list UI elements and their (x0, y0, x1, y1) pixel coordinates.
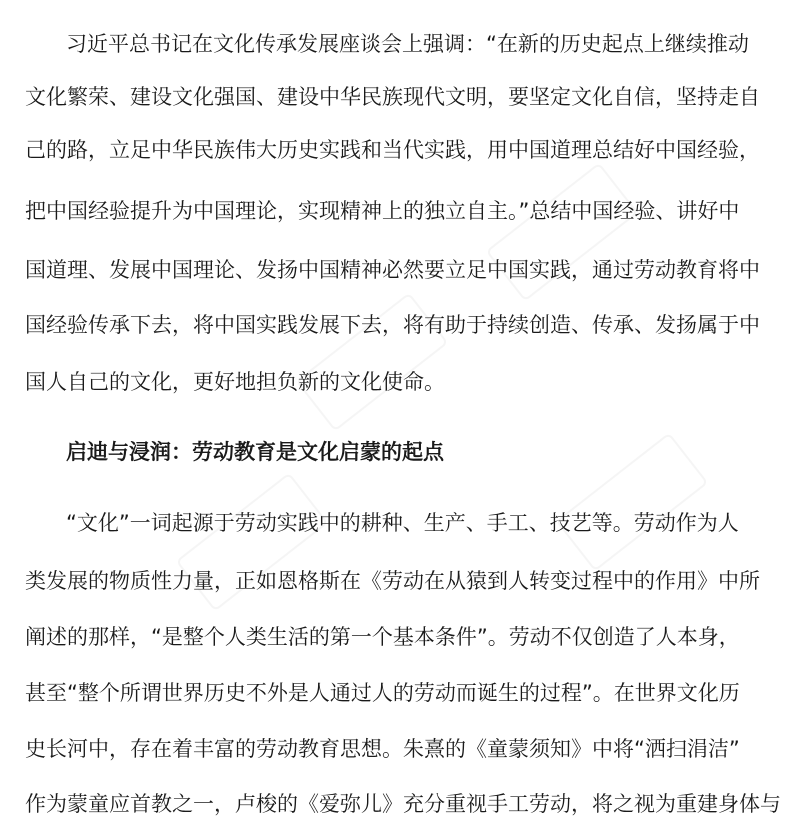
paragraph-2-line-5: 史长河中，存在着丰富的劳动教育思想。朱熹的《童蒙须知》中将“洒扫涓洁” (25, 737, 740, 761)
paragraph-1-line-7: 国人自己的文化，更好地担负新的文化使命。 (25, 370, 445, 394)
paragraph-1-line-3: 己的路，立足中华民族伟大历史实践和当代实践，用中国道理总结好中国经验， (25, 138, 760, 162)
paragraph-2-line-3: 阐述的那样，“是整个人类生活的第一个基本条件”。劳动不仅创造了人本身， (25, 625, 740, 649)
paragraph-2-line-4: 甚至“整个所谓世界历史不外是人通过人的劳动而诞生的过程”。在世界文化历 (25, 681, 740, 705)
paragraph-1-line-4: 把中国经验提升为中国理论，实现精神上的独立自主。”总结中国经验、讲好中 (25, 199, 740, 223)
paragraph-1-line-2: 文化繁荣、建设文化强国、建设中华民族现代文明，要坚定文化自信，坚持走自 (25, 85, 760, 109)
paragraph-1-line-5: 国道理、发展中国理论、发扬中国精神必然要立足中国实践，通过劳动教育将中 (25, 258, 760, 282)
paragraph-1-line-6: 国经验传承下去，将中国实践发展下去，将有助于持续创造、传承、发扬属于中 (25, 313, 760, 337)
paragraph-1-line-1: 习近平总书记在文化传承发展座谈会上强调：“在新的历史起点上继续推动 (66, 32, 749, 56)
section-heading: 启迪与浸润：劳动教育是文化启蒙的起点 (66, 440, 444, 464)
paragraph-2-line-2: 类发展的物质性力量，正如恩格斯在《劳动在从猿到人转变过程中的作用》中所 (25, 569, 760, 593)
paragraph-2-line-1: “文化”一词起源于劳动实践中的耕种、生产、手工、技艺等。劳动作为人 (66, 511, 739, 535)
paragraph-2-line-6: 作为蒙童应首教之一，卢梭的《爱弥儿》充分重视手工劳动，将之视为重建身体与 (25, 792, 781, 816)
